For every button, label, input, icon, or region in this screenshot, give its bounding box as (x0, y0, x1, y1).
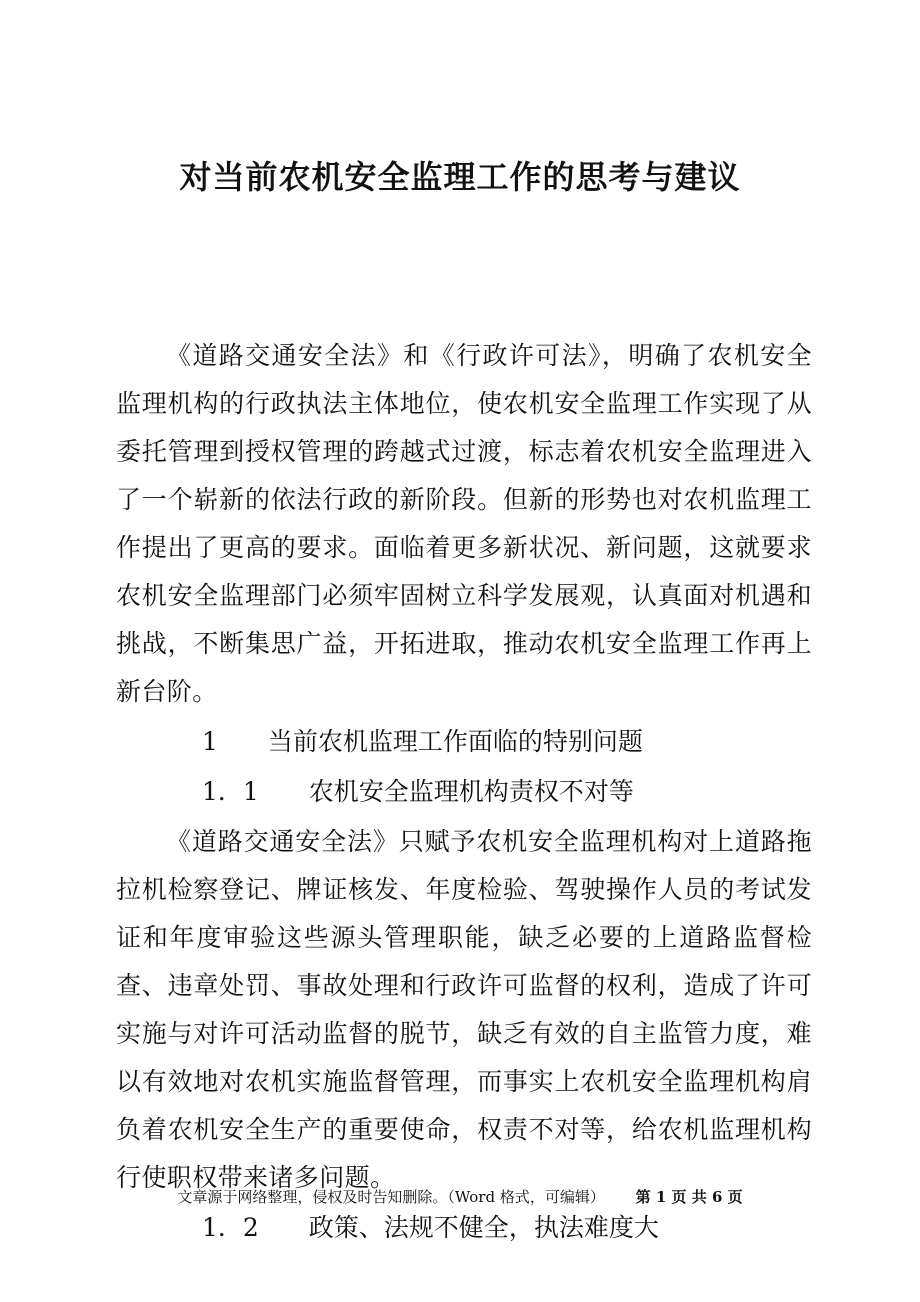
section-heading-1-1: 1．1 农机安全监理机构责权不对等 (202, 777, 634, 806)
page-number: 第 1 页 共 6 页 (635, 1188, 743, 1206)
section-heading-1-2: 1．2 政策、法规不健全，执法难度大 (202, 1213, 659, 1242)
document-body (116, 332, 812, 1254)
footer-notice: 文章源于网络整理，侵权及时告知删除。（Word 格式，可编辑） (177, 1188, 605, 1206)
section-heading-1: 1 当前农机监理工作面临的特别问题 (202, 727, 643, 756)
page-title: 对当前农机安全监理工作的思考与建议 (179, 158, 741, 197)
paragraph-responsibility: 《道路交通安全法》只赋予农机安全监理机构对上道路拖拉机检察登记、牌证核发、年度检验、驾驶操作人员的考试发证和年度审验这些源头管理职能，缺乏必要的上道路监督检查、违章处罚、事故处理和行政许可监督的权利，造成了许可实施与对许可活动监督的脱节，缺乏有效的自主监管力度，难以有效地对农机实施监督管理，而事实上农机安全监理机构肩负着农机安全生产的重要使命，权责不对等，给农机监理机构行使职权带来诸多问题。 (116, 827, 812, 1192)
paragraph-intro: 《道路交通安全法》和《行政许可法》，明确了农机安全监理机构的行政执法主体地位，使农机安全监理工作实现了从委托管理到授权管理的跨越式过渡，标志着农机安全监理进入了一个崭新的依法行政的新阶段。但新的形势也对农机监理工作提出了更高的要求。面临着更多新状况、新问题，这就要求农机安全监理部门必须牢固树立科学发展观，认真面对机遇和挑战，不断集思广益，开拓进取，推动农机安全监理工作再上新台阶。 (116, 341, 812, 706)
page-footer (0, 1186, 920, 1208)
